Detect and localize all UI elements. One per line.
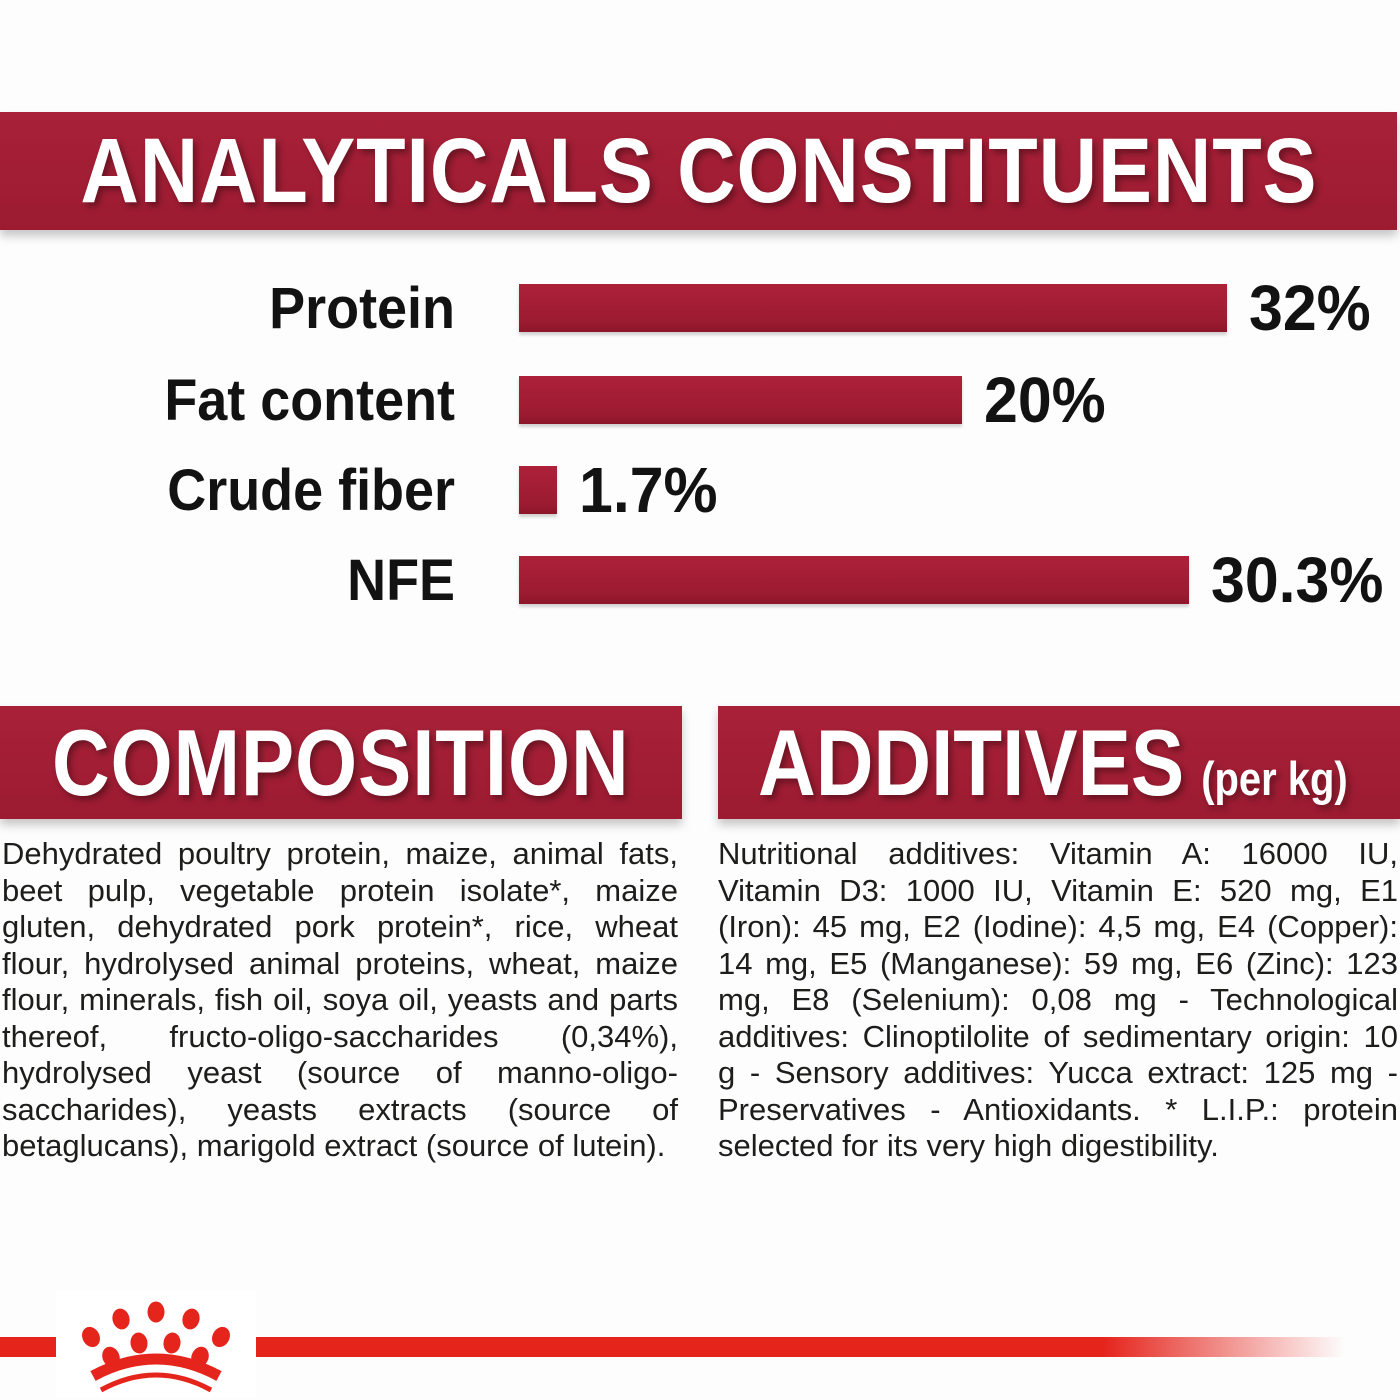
chart-value: 1.7% [579, 454, 718, 526]
chart-row-fat-content [0, 364, 1400, 436]
analyticals-banner [0, 112, 1397, 230]
chart-bar [519, 376, 962, 424]
royal-canin-crown-icon [66, 1294, 246, 1394]
chart-row-protein [0, 272, 1400, 344]
chart-bar [519, 466, 557, 514]
chart-label: Fat content [164, 367, 455, 433]
chart-value: 20% [984, 364, 1106, 436]
chart-bar [519, 556, 1189, 604]
chart-bar [519, 284, 1227, 332]
additives-banner [718, 706, 1400, 819]
additives-subtitle: (per kg) [1201, 751, 1348, 805]
composition-body: Dehydrated poultry protein, maize, animal fats, beet pulp, vegetable protein isolate*, maize gluten, dehydrated pork protein*, rice, wheat flour, hydrolysed animal proteins, wheat, maize flour, minerals, fish oil, soya oil, yeasts and parts thereof, fructo-oligo-saccharides (0,34%), hydrolysed yeast (source of manno-oligo-saccharides), yeasts extracts (source of betaglucans), marigold extract (source of lutein). [2, 836, 678, 1163]
chart-label: Protein [269, 275, 455, 341]
analyticals-title: ANALYTICALS CONSTITUENTS [79, 119, 1318, 222]
chart-row-crude-fiber [0, 454, 1400, 526]
additives-body: Nutritional additives: Vitamin A: 16000 IU, Vitamin D3: 1000 IU, Vitamin E: 520 mg, E1 (Iron): 45 mg, E2 (Iodine): 4,5 mg, E4 (Copper): 14 mg, E5 (Manganese): 59 mg, E6 (Zinc): 123 mg, E8 (Selenium): 0,08 mg - Technological additives: Clinoptilolite of sedimentary origin: 10 g - Sensory additives: Yucca extract: 125 mg - Preservatives - Antioxidants. * L.I.P.: protein selected for its very high digestibility. [718, 836, 1398, 1163]
royal-canin-logo-patch [56, 1290, 256, 1398]
composition-title: COMPOSITION [52, 709, 630, 815]
chart-row-nfe [0, 544, 1400, 616]
composition-banner [0, 706, 682, 819]
additives-title: ADDITIVES [758, 709, 1185, 815]
chart-value: 30.3% [1211, 544, 1384, 616]
chart-value: 32% [1249, 272, 1371, 344]
chart-label: Crude fiber [167, 457, 455, 523]
chart-label: NFE [347, 547, 455, 613]
